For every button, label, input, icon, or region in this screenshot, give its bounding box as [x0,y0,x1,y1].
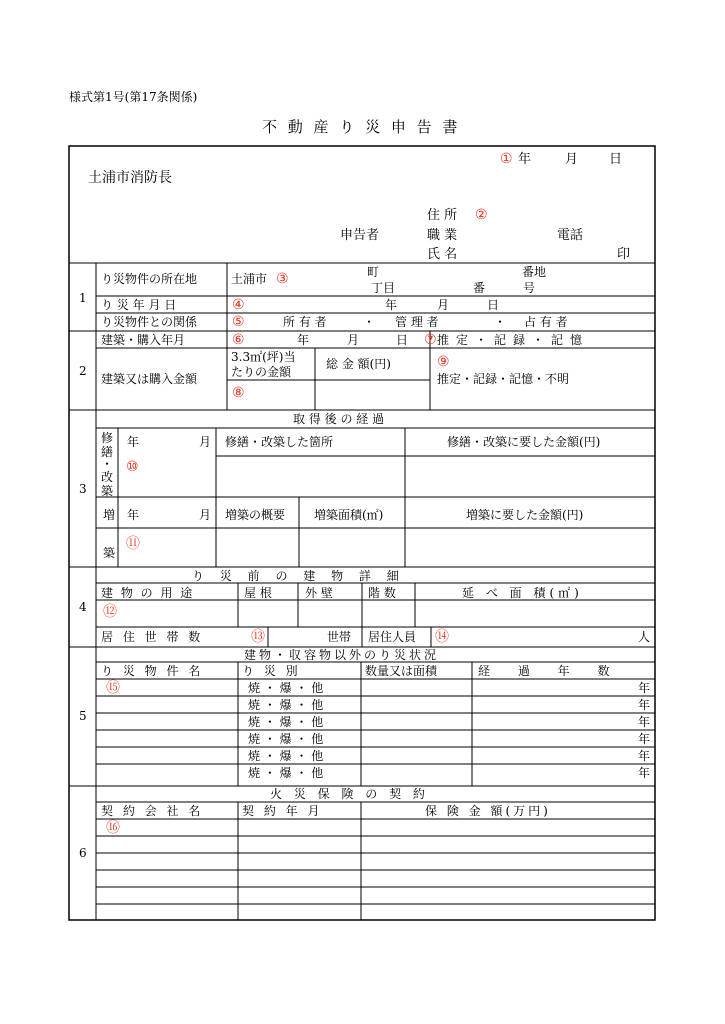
section-number-3: 3 [79,482,87,496]
elapsed-years-label: 経 過 年 数 [478,664,622,678]
city-label: 土浦市 [231,272,268,286]
repair-vertical-4: 改 [101,470,114,484]
repair-cost-label: 修繕・改築に要した金額(円) [447,435,601,449]
marker-8: ⑧ [232,385,245,401]
per-tsubo-label-a: 3.3㎡(坪)当 [231,350,296,364]
years-unit-5: 年 [638,749,651,763]
section-number-2: 2 [79,364,87,378]
document-title: 不 動 産 り 災 申 告 書 [262,118,461,136]
repair-year-label: 年 [127,435,140,449]
seal-label: 印 [617,247,631,262]
damage-type-row-6: 焼 ・ 爆 ・ 他 [248,766,324,780]
per-tsubo-label-b: たりの金額 [231,365,292,379]
form-number-label: 様式第1号(第17条関係) [69,90,198,104]
section-number-6: 6 [79,846,87,860]
total-amount-label: 総 金 額(円) [326,357,391,371]
marker-11: ⑪ [126,536,140,552]
years-unit-2: 年 [638,698,651,712]
extension-cost-label: 増築に要した金額(円) [466,508,584,522]
repair-vertical-2: 繕 [101,445,114,459]
residents-label: 居住人員 [368,630,417,644]
addressee: 土浦市消防長 [88,170,172,186]
marker-15: ⑮ [106,680,120,696]
extension-vertical-1: 増 [103,508,116,522]
section-number-1: 1 [79,291,87,305]
damage-type-row-3: 焼 ・ 爆 ・ 他 [248,715,324,729]
phone-label: 電話 [557,228,584,243]
chome-label: 丁目 [371,281,396,295]
relation-owner: 所 有 者 [283,315,327,329]
marker-12: ⑫ [103,604,117,620]
damage-type-row-2: 焼 ・ 爆 ・ 他 [248,698,324,712]
lot-label: 番地 [522,265,547,279]
marker-10: ⑩ [126,459,139,475]
floors-label: 階 数 [368,586,396,600]
town-label: 町 [367,265,380,279]
quantity-area-label: 数量又は面積 [365,664,438,678]
name-label: 氏 名 [427,247,458,262]
build-purchase-date-label: 建築・購入年月 [101,333,186,347]
marker-16: ⑯ [106,820,120,836]
floor-area-label: 延 べ 面 積(㎡) [462,586,583,600]
address-label: 住 所 [427,208,458,223]
relation-occupant: 占 有 者 [524,315,568,329]
roof-label: 屋 根 [244,586,272,600]
damage-type-row-5: 焼 ・ 爆 ・ 他 [248,749,324,763]
contract-date-label: 契 約 年 月 [242,804,323,818]
damage-type-row-1: 焼 ・ 爆 ・ 他 [248,681,324,695]
build-day-label: 日 [396,333,409,347]
years-unit-6: 年 [638,766,651,780]
marker-14: ⑭ [435,629,449,645]
marker-3: ③ [276,271,289,287]
date-month-label: 月 [565,152,579,167]
households-label: 居 住 世 帯 数 [101,630,204,644]
repair-location-label: 修繕・改築した箇所 [225,435,334,449]
estimate-record-memory: 推定・記録・記憶 [437,333,590,347]
build-month-label: 月 [347,333,360,347]
damage-type-row-4: 焼 ・ 爆 ・ 他 [248,732,324,746]
building-use-label: 建 物 の 用 途 [101,586,195,600]
households-unit: 世帯 [327,630,352,644]
outer-wall-label: 外 壁 [305,586,333,600]
repair-vertical-5: 築 [101,484,114,498]
applicant-label: 申告者 [340,228,380,243]
insurer-label: 契 約 会 社 名 [101,804,204,818]
section-number-4: 4 [79,600,87,614]
marker-9: ⑨ [437,354,450,370]
marker-7: ⑦ [424,332,437,348]
extension-area-label: 増築面積(㎡) [314,508,384,522]
years-unit-4: 年 [638,732,651,746]
go-label: 号 [523,281,536,295]
extension-summary-label: 増築の概要 [225,508,286,522]
other-damage-heading: 建物・収容物以外のり災状況 [244,648,440,662]
section-number-5: 5 [79,709,87,723]
marker-4: ④ [232,297,245,313]
date-year-label: 年 [518,152,532,167]
damage-type-label: り 災 別 [242,664,301,678]
property-location-label: り災物件の所在地 [101,272,198,286]
occupation-label: 職 業 [427,228,458,243]
disaster-month-label: 月 [437,298,450,312]
date-day-label: 日 [609,152,623,167]
extension-year-label: 年 [127,508,140,522]
estimate-options: 推定・記録・記憶・不明 [437,372,570,386]
build-purchase-amount-label: 建築又は購入金額 [101,372,198,386]
years-unit-1: 年 [638,681,651,695]
fire-insurance-heading: 火 災 保 険 の 契 約 [270,787,429,801]
relation-separator-2: ・ [494,315,507,329]
repair-vertical-1: 修 [101,431,114,445]
relation-label: り災物件との関係 [101,315,198,329]
relation-manager: 管 理 者 [395,315,439,329]
disaster-day-label: 日 [487,298,500,312]
damaged-item-label: り 災 物 件 名 [101,664,204,678]
years-unit-3: 年 [638,715,651,729]
after-acquisition-heading: 取 得 後 の 経 過 [293,412,385,426]
extension-vertical-2: 築 [103,546,116,560]
building-details-heading: り 災 前 の 建 物 詳 細 [192,569,405,583]
marker-6: ⑥ [232,332,245,348]
marker-13: ⑬ [251,629,265,645]
extension-month-label: 月 [199,508,212,522]
insured-amount-label: 保 険 金 額(万円) [425,804,551,818]
build-year-label: 年 [297,333,310,347]
repair-vertical-3: ・ [101,457,114,471]
ban-label: 番 [473,281,486,295]
marker-1: ① [500,151,513,167]
repair-month-label: 月 [199,435,212,449]
marker-5: ⑤ [232,314,245,330]
residents-unit: 人 [638,630,651,644]
disaster-date-label: り 災 年 月 日 [101,298,177,312]
relation-separator-1: ・ [363,315,376,329]
disaster-year-label: 年 [385,298,398,312]
marker-2: ② [475,207,488,223]
